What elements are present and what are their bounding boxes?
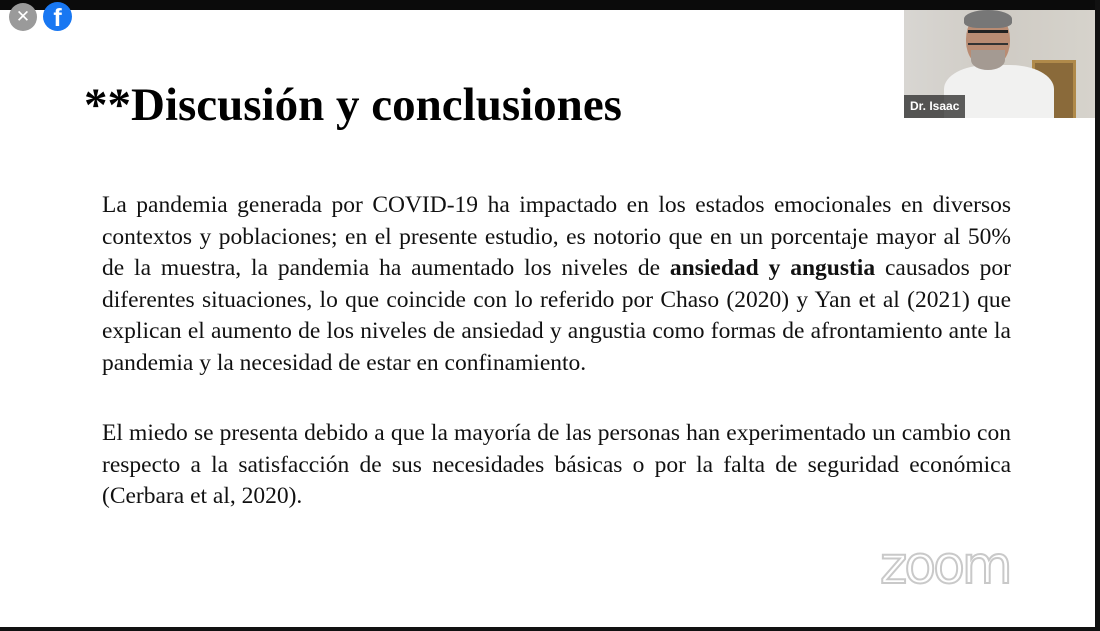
- facebook-icon[interactable]: f: [43, 2, 72, 31]
- close-icon[interactable]: ✕: [9, 3, 37, 31]
- speaker-glasses: [968, 30, 1008, 45]
- speaker-beard: [971, 50, 1005, 70]
- zoom-logo: zoom: [880, 536, 1010, 596]
- speaker-hair: [964, 10, 1012, 28]
- participant-name-tag: Dr. Isaac: [904, 95, 965, 118]
- window-edge-bottom: [0, 627, 1100, 631]
- slide-title: **Discusión y conclusiones: [84, 79, 622, 131]
- paragraph-1-text-start: La pandemia generada por COVID-19 ha impactado en los estados emocionales en diversos contextos y poblaciones; en el presente estudio, es notorio que en un porcentaje mayor al 50% de la muestra, la pandemia ha aumentado los niveles de: [102, 192, 1011, 281]
- slide-paragraph-1: [102, 190, 1011, 379]
- slide-paragraph-2: El miedo se presenta debido a que la mayoría de las personas han experimentado un cambio con respecto a la satisfacción de sus necesidades básicas o por la falta de seguridad económica (Cerbara et al, 2020).: [102, 420, 1011, 509]
- paragraph-1-bold-text: ansiedad y angustia: [669, 255, 876, 281]
- window-edge-right: [1095, 0, 1100, 631]
- top-bar: [0, 0, 1100, 10]
- paragraph-1-text-end: causados por diferentes situaciones, lo que coincide con lo referido por Chaso (2020) y Yan et al (2021) que explican el aumento de los niveles de ansiedad y angustia como formas de afrontamiento ante la pandemia y la necesidad de estar en confinamiento.: [102, 255, 1011, 376]
